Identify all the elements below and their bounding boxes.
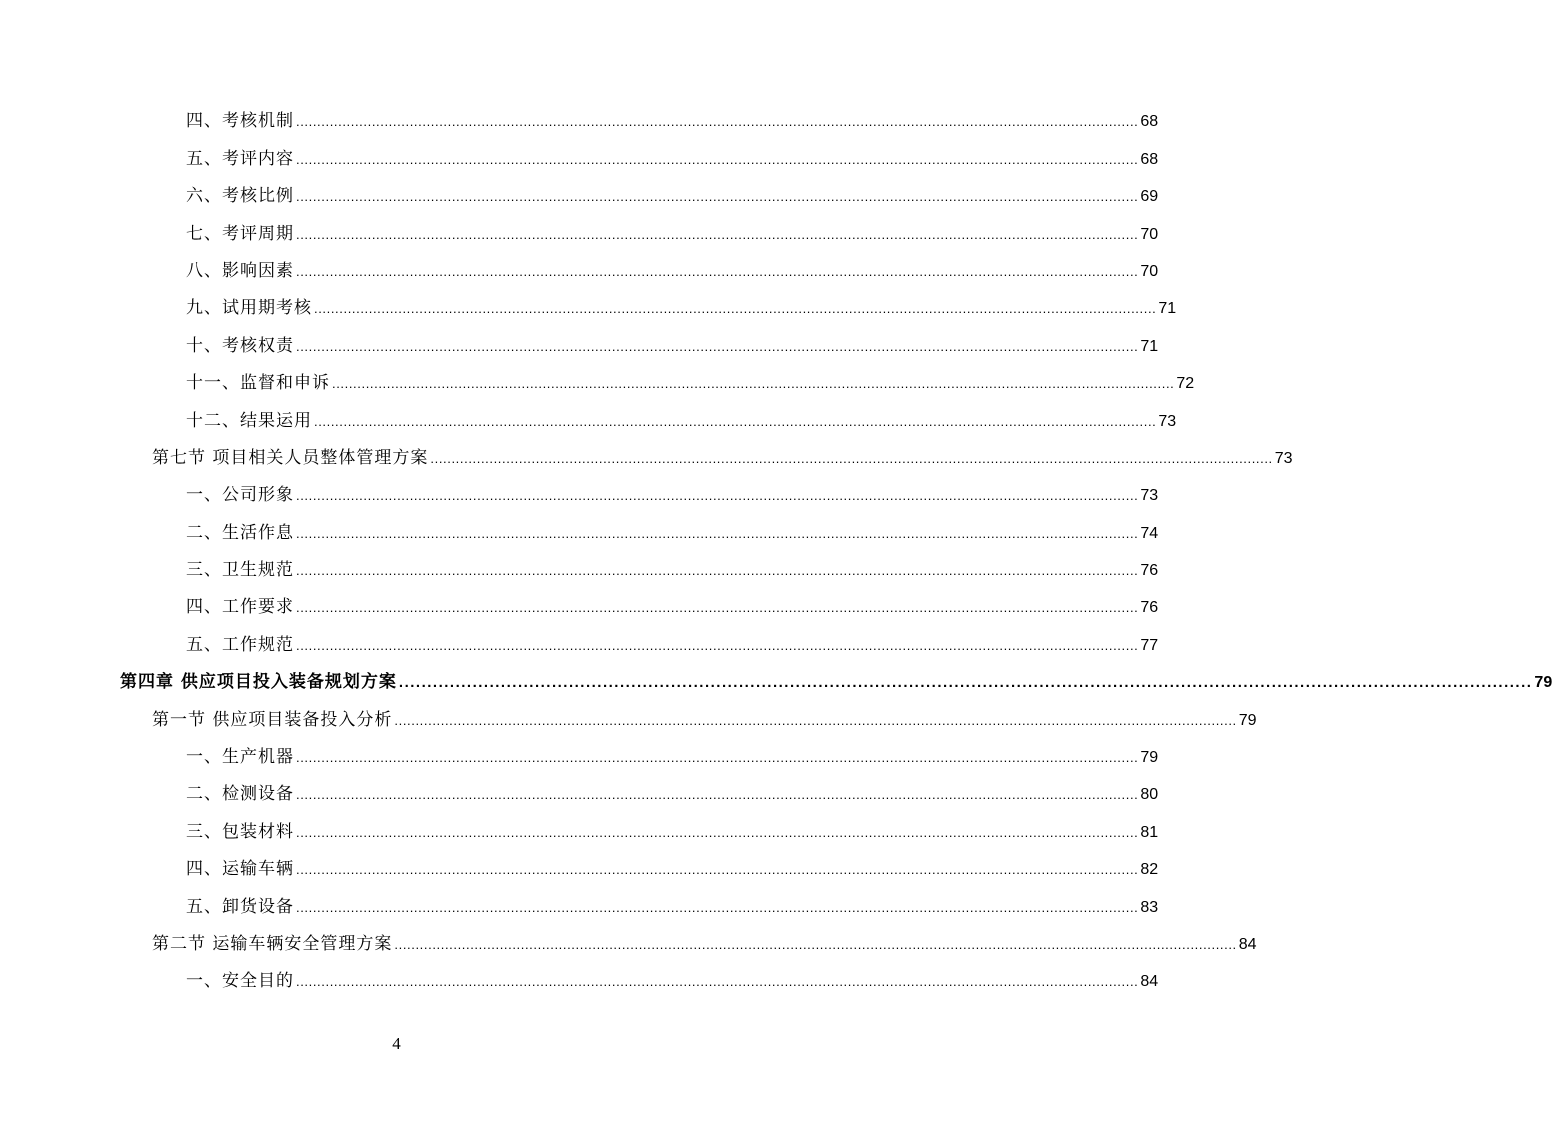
- toc-entry-page: 73: [1140, 487, 1159, 505]
- toc-entry-page: 83: [1140, 898, 1159, 916]
- toc-subsection-entry[interactable]: [0, 175, 1159, 212]
- toc-subsection-entry[interactable]: [0, 100, 1159, 137]
- toc-subsection-entry[interactable]: [0, 623, 1159, 660]
- dot-leader: ........................................................................................................................................................................................................: [296, 563, 1139, 579]
- toc-section-entry[interactable]: [0, 923, 1257, 960]
- toc-entry-title: 一、生产机器: [186, 747, 294, 768]
- toc-subsection-entry[interactable]: [0, 511, 1159, 548]
- toc-subsection-entry[interactable]: [0, 960, 1159, 997]
- toc-entry-page: 74: [1140, 524, 1159, 542]
- dot-leader: ........................................................................................................................................................................................................: [296, 263, 1139, 279]
- toc-subsection-entry[interactable]: [0, 773, 1159, 810]
- toc-subsection-entry[interactable]: [0, 810, 1159, 847]
- toc-subsection-entry[interactable]: [0, 474, 1159, 511]
- dot-leader: ........................................................................................................................................................................................................: [332, 376, 1175, 392]
- toc-entry-page: 79: [1238, 711, 1257, 729]
- toc-entry-page: 73: [1158, 412, 1177, 430]
- toc-subsection-entry[interactable]: [0, 586, 1159, 623]
- toc-entry-page: 68: [1140, 150, 1159, 168]
- toc-entry-title: 九、试用期考核: [186, 298, 312, 319]
- toc-entry-title: 十二、结果运用: [186, 410, 312, 431]
- toc-entry-title: 三、包装材料: [186, 821, 294, 842]
- toc-entry-title: 第二节 运输车辆安全管理方案: [152, 933, 393, 954]
- dot-leader: ........................................................................................................................................................................................................: [296, 338, 1139, 354]
- toc-section-entry[interactable]: [0, 437, 1293, 474]
- toc-entry-page: 84: [1140, 973, 1159, 991]
- dot-leader: ........................................................................................................................................................................................................: [296, 189, 1139, 205]
- toc-entry-title: 四、运输车辆: [186, 859, 294, 880]
- toc-entry-title: 四、工作要求: [186, 597, 294, 618]
- toc-subsection-entry[interactable]: [0, 250, 1159, 287]
- dot-leader: ........................................................................................................................................................................................................: [314, 413, 1157, 429]
- dot-leader: ........................................................................................................................................................................................................: [296, 899, 1139, 915]
- toc-subsection-entry[interactable]: [0, 137, 1159, 174]
- toc-entry-title: 二、生活作息: [186, 522, 294, 543]
- toc-entry-title: 七、考评周期: [186, 223, 294, 244]
- dot-leader: ........................................................................................................................................................................................................: [314, 301, 1157, 317]
- toc-entry-page: 73: [1274, 449, 1293, 467]
- toc-entry-page: 84: [1238, 935, 1257, 953]
- toc-entry-title: 十、考核权责: [186, 335, 294, 356]
- toc-entry-page: 69: [1140, 188, 1159, 206]
- toc-entry-page: 82: [1140, 861, 1159, 879]
- dot-leader: ........................................................................................................................................................................................................: [296, 974, 1139, 990]
- toc-entry-page: 68: [1140, 113, 1159, 131]
- toc-entry-page: 76: [1140, 562, 1159, 580]
- dot-leader: ........................................................................................................................................................................................................: [394, 936, 1237, 952]
- toc-subsection-entry[interactable]: [0, 549, 1159, 586]
- toc-entry-title: 一、安全目的: [186, 971, 294, 992]
- toc-entry-title: 五、考评内容: [186, 148, 294, 169]
- dot-leader: ........................................................................................................................................................................................................: [394, 712, 1237, 728]
- dot-leader: ........................................................................................................................................................................................................: [430, 450, 1273, 466]
- toc-entry-page: 81: [1140, 823, 1159, 841]
- toc-entry-title: 第四章 供应项目投入装备规划方案: [120, 672, 397, 693]
- dot-leader: ........................................................................................................................................................................................................: [296, 824, 1139, 840]
- toc-entry-title: 六、考核比例: [186, 186, 294, 207]
- toc-entry-page: 79: [1534, 674, 1552, 692]
- toc-entry-page: 70: [1140, 262, 1159, 280]
- dot-leader: ........................................................................................................................................................................................................: [296, 226, 1139, 242]
- dot-leader: ........................................................................................................................................................................................................: [296, 488, 1139, 504]
- toc-entry-page: 77: [1140, 636, 1159, 654]
- toc-subsection-entry[interactable]: [0, 736, 1159, 773]
- toc-subsection-entry[interactable]: [0, 848, 1159, 885]
- toc-chapter-entry[interactable]: [0, 661, 1552, 698]
- toc-subsection-entry[interactable]: [0, 885, 1159, 922]
- toc-subsection-entry[interactable]: [0, 287, 1177, 324]
- toc-entry-title: 四、考核机制: [186, 111, 294, 132]
- toc-entry-title: 五、工作规范: [186, 634, 294, 655]
- dot-leader: ........................................................................................................................................................................................................: [296, 787, 1139, 803]
- toc-entry-title: 第七节 项目相关人员整体管理方案: [152, 447, 429, 468]
- dot-leader: ........................................................................................................................................................................................................: [296, 600, 1139, 616]
- toc-subsection-entry[interactable]: [0, 212, 1159, 249]
- dot-leader: ........................................................................................................................................................................................................: [398, 674, 1533, 692]
- dot-leader: ........................................................................................................................................................................................................: [296, 151, 1139, 167]
- toc-entry-page: 72: [1176, 375, 1195, 393]
- toc-entry-page: 76: [1140, 599, 1159, 617]
- toc-entry-page: 71: [1158, 300, 1177, 318]
- toc-entry-title: 五、卸货设备: [186, 896, 294, 917]
- toc-subsection-entry[interactable]: [0, 324, 1159, 361]
- toc-entry-page: 71: [1140, 337, 1159, 355]
- toc-entry-page: 80: [1140, 786, 1159, 804]
- toc-entry-title: 一、公司形象: [186, 485, 294, 506]
- page-number: 4: [392, 1034, 401, 1053]
- toc-entry-page: 70: [1140, 225, 1159, 243]
- dot-leader: ........................................................................................................................................................................................................: [296, 114, 1139, 130]
- toc-entry-page: 79: [1140, 749, 1159, 767]
- table-of-contents: [0, 100, 1552, 997]
- dot-leader: ........................................................................................................................................................................................................: [296, 525, 1139, 541]
- toc-entry-title: 第一节 供应项目装备投入分析: [152, 709, 393, 730]
- toc-subsection-entry[interactable]: [0, 399, 1177, 436]
- dot-leader: ........................................................................................................................................................................................................: [296, 862, 1139, 878]
- toc-entry-title: 十一、监督和申诉: [186, 373, 330, 394]
- toc-entry-title: 二、检测设备: [186, 784, 294, 805]
- dot-leader: ........................................................................................................................................................................................................: [296, 637, 1139, 653]
- toc-section-entry[interactable]: [0, 698, 1257, 735]
- toc-entry-title: 八、影响因素: [186, 260, 294, 281]
- toc-entry-title: 三、卫生规范: [186, 560, 294, 581]
- dot-leader: ........................................................................................................................................................................................................: [296, 750, 1139, 766]
- toc-subsection-entry[interactable]: [0, 362, 1195, 399]
